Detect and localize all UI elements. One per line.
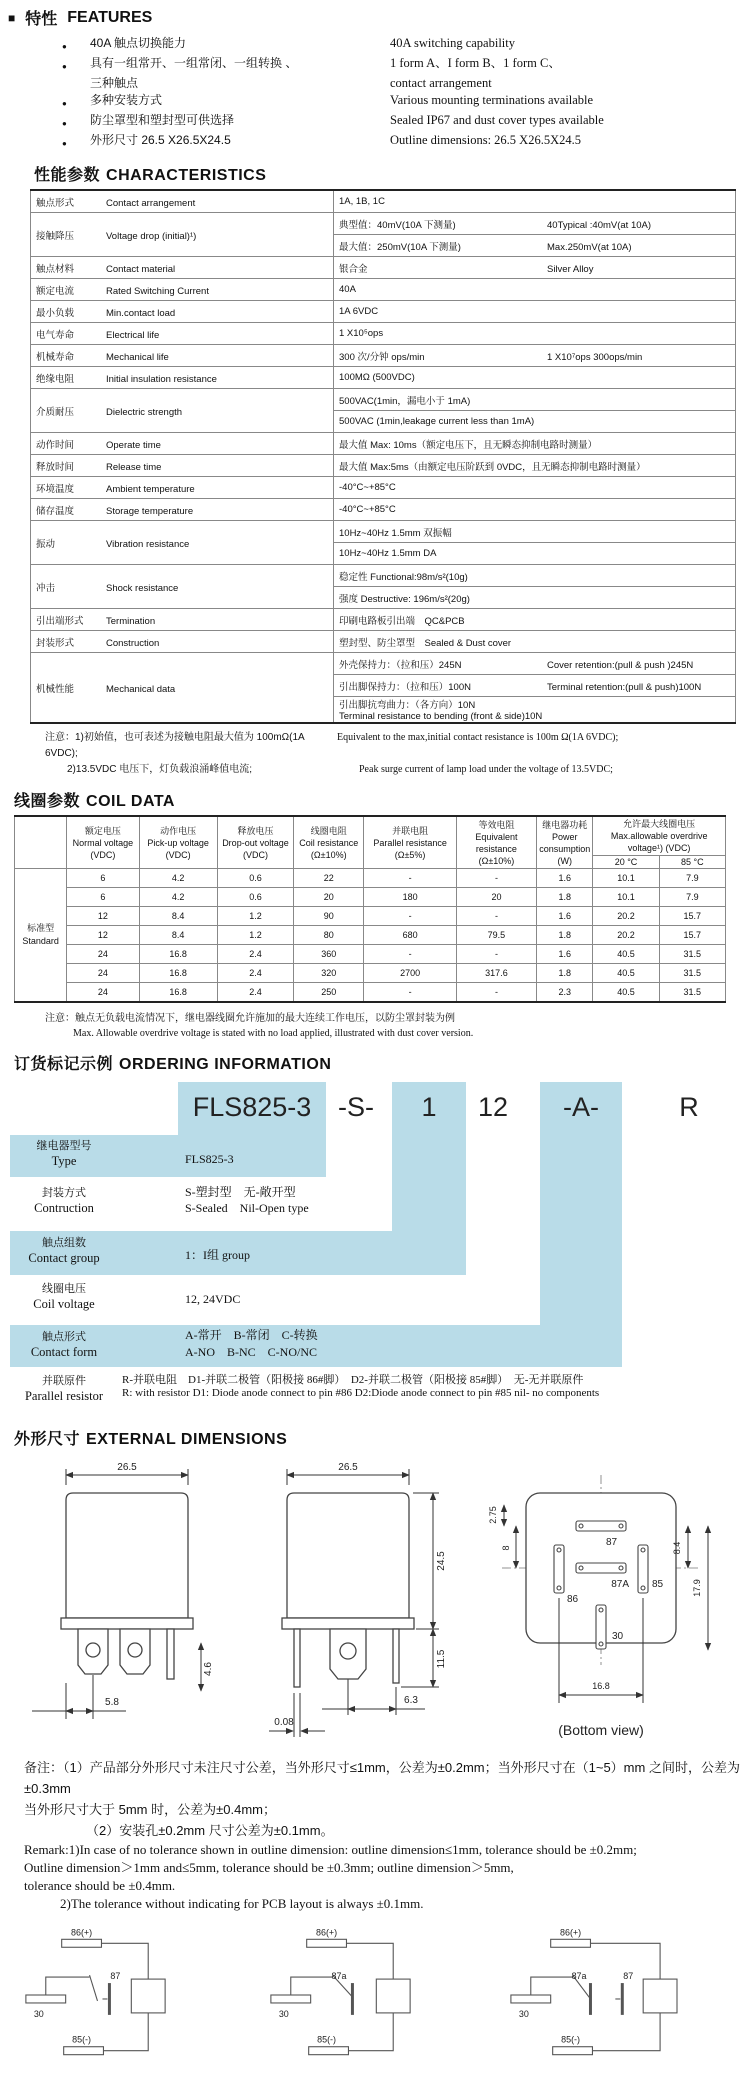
- coil-cell: 79.5: [456, 926, 536, 945]
- coil-cell: 40.5: [593, 964, 659, 983]
- coil-cell: 2.3: [537, 983, 593, 1003]
- ordering-value-construction-cn: S-塑封型 无-敞开型: [185, 1185, 296, 1199]
- coil-col-header: 等效电阻 Equivalent resistance (Ω±10%): [456, 816, 536, 869]
- char-row: [31, 565, 736, 587]
- ordering-label-coil-voltage: 线圈电压 Coil voltage: [33, 1283, 95, 1311]
- ordering-label-contact-group: 触点组数 Contact group: [28, 1237, 100, 1265]
- char-value: 塑封型、防尘罩型 Sealed & Dust cover: [334, 631, 736, 653]
- char-value: 1A, 1B, 1C: [334, 190, 736, 213]
- char-value: 银合金 Silver Alloy: [334, 257, 736, 279]
- remark-cn-2: 当外形尺寸大于 5mm 时，公差为±0.4mm；: [24, 1802, 276, 1817]
- remark-en-4: 2)The tolerance without indicating for PCB layout is always ±0.1mm.: [60, 1896, 424, 1911]
- characteristics-header: [34, 162, 740, 185]
- char-value: 引出脚抗弯曲力：（各方向）10NTerminal resistance to bending (front & side)10N: [334, 697, 736, 724]
- note-cn: 2)13.5VDC 电压下，灯负载浪涌峰值电流;: [67, 764, 253, 775]
- note-en: Equivalent to the max,initial contact resistance is 100m Ω(1A 6VDC);: [337, 732, 619, 743]
- char-value: 印刷电路板引出端 QC&PCB: [334, 609, 736, 631]
- coil-cell: 24: [67, 964, 139, 983]
- char-row: [31, 367, 736, 389]
- coil-data-row: [15, 983, 726, 1003]
- dim-side-pin-length: 11.5: [436, 1649, 447, 1669]
- char-value: -40°C~+85°C: [334, 499, 736, 521]
- feature-item: [0, 75, 740, 92]
- feature-item: [0, 92, 740, 112]
- code-contact-form: -A-: [563, 1092, 599, 1122]
- char-row: [31, 521, 736, 543]
- dim-bv-16-8: 16.8: [592, 1681, 610, 1691]
- ordering-label-parallel: 并联原件 Parallel resistor: [24, 1375, 104, 1403]
- coil-cell: -: [456, 983, 536, 1003]
- coil-col-header: 释放电压 Drop-out voltage (VDC): [217, 816, 293, 869]
- coil-subheader-20c: 20 °C: [593, 856, 659, 869]
- coil-col-header: 额定电压 Normal voltage (VDC): [67, 816, 139, 869]
- feature-en: Sealed IP67 and dust cover types available: [390, 113, 604, 127]
- feature-cn: 多种安装方式: [90, 93, 163, 107]
- ordering-title-cn: 订货标记示例: [14, 1056, 114, 1073]
- feature-en: 40A switching capability: [390, 36, 515, 50]
- coil-data-row: [15, 888, 726, 907]
- coil-col-header: 线圈电阻 Coil resistance (Ω±10%): [294, 816, 364, 869]
- char-value: 稳定性 Functional:98m/s²(10g): [334, 565, 736, 587]
- feature-item: [0, 132, 740, 152]
- coil-cell: 8.4: [139, 926, 217, 945]
- coil-cell: 1.6: [537, 945, 593, 964]
- ordering-value-construction-en: S-Sealed Nil-Open type: [185, 1201, 309, 1215]
- wiring-label-86: 86(+): [560, 1927, 582, 1938]
- coil-cell: -: [456, 945, 536, 964]
- bullet-icon: ●: [62, 62, 67, 71]
- coil-group-label: 标准型 Standard: [15, 869, 67, 1003]
- note-en: Peak surge current of lamp load under the voltage of 13.5VDC;: [359, 764, 613, 775]
- dim-side-thickness: 0.08: [274, 1717, 294, 1728]
- coil-cell: 40.5: [593, 983, 659, 1003]
- code-parallel: R: [679, 1092, 699, 1122]
- coil-subheader-85c: 85 °C: [659, 856, 725, 869]
- coil-data-row: [15, 964, 726, 983]
- coil-cell: 15.7: [659, 907, 725, 926]
- dimensions-title-en: EXTERNAL DIMENSIONS: [86, 1431, 288, 1448]
- coil-title-cn: 线圈参数: [14, 793, 81, 810]
- coil-cell: 10.1: [593, 888, 659, 907]
- char-value: 500VAC(1min，漏电小于 1mA): [334, 389, 736, 411]
- dimension-drawings: [18, 1453, 740, 1753]
- coil-cell: 12: [67, 907, 139, 926]
- coil-note-en: Max. Allowable overdrive voltage is stated with no load applied, illustrated with dust cover version.: [73, 1028, 474, 1039]
- char-row: [31, 433, 736, 455]
- characteristics-title-cn: 性能参数: [34, 167, 101, 184]
- coil-cell: 6: [67, 888, 139, 907]
- coil-cell: 7.9: [659, 869, 725, 888]
- coil-cell: 24: [67, 983, 139, 1003]
- remark-cn-3: （2）安装孔±0.2mm 尺寸公差为±0.1mm。: [86, 1823, 334, 1838]
- characteristics-title-en: CHARACTERISTICS: [106, 167, 267, 184]
- coil-cell: 31.5: [659, 964, 725, 983]
- char-value: 300 次/分钟 ops/min 1 X10⁷ops 300ops/min: [334, 345, 736, 367]
- coil-cell: -: [364, 869, 456, 888]
- ordering-label-type: 继电器型号 Type: [36, 1140, 92, 1168]
- char-value: 最大值 Max:5ms（由额定电压阶跃到 0VDC，且无瞬态抑制电路时测量）: [334, 455, 736, 477]
- wiring-label-87: 87: [110, 1971, 121, 1982]
- dim-side-pitch: 6.3: [404, 1695, 418, 1706]
- code-type: FLS825-3: [192, 1092, 312, 1122]
- ordering-header: [14, 1051, 740, 1074]
- pin-label-87a: 87A: [611, 1579, 629, 1590]
- coil-cell: 1.6: [537, 907, 593, 926]
- wiring-label-86: 86(+): [315, 1927, 337, 1938]
- coil-header-row: [15, 816, 726, 856]
- feature-item: [0, 35, 740, 55]
- wiring-label-30: 30: [519, 2008, 530, 2019]
- char-value: 10Hz~40Hz 1.5mm DA: [334, 543, 736, 565]
- char-value: 100MΩ (500VDC): [334, 367, 736, 389]
- feature-cn: 三种触点: [90, 76, 139, 90]
- coil-cell: 2.4: [217, 983, 293, 1003]
- char-label: 触点材料 Contact material: [31, 257, 334, 279]
- ordering-value-contact-form-cn: A-常开 B-常闭 C-转换: [185, 1328, 318, 1342]
- coil-cell: 31.5: [659, 945, 725, 964]
- bullet-icon: ●: [62, 99, 67, 108]
- wiring-label-87a: 87a: [331, 1971, 347, 1982]
- char-label: 绝缘电阻 Initial insulation resistance: [31, 367, 334, 389]
- circuit: [26, 1939, 165, 2054]
- wiring-label-86: 86(+): [71, 1927, 93, 1938]
- dim-bv-8: 8: [501, 1545, 511, 1551]
- coil-title-en: COIL DATA: [86, 793, 175, 810]
- coil-cell: 1.8: [537, 926, 593, 945]
- coil-cell: 2.4: [217, 964, 293, 983]
- remark-en-3: tolerance should be ±0.4mm.: [24, 1878, 176, 1893]
- coil-cell: 317.6: [456, 964, 536, 983]
- dimensions-header: [14, 1426, 740, 1449]
- coil-table: [14, 815, 726, 1003]
- code-construction: -S-: [338, 1092, 374, 1122]
- wiring-label-87a: 87a: [571, 1971, 587, 1982]
- bottom-view-caption: (Bottom view): [558, 1722, 644, 1738]
- char-row: [31, 477, 736, 499]
- dimension-drawing-bottom-view: [466, 1453, 728, 1753]
- pin-label-85: 85: [652, 1579, 664, 1590]
- char-row: [31, 257, 736, 279]
- coil-cell: 31.5: [659, 983, 725, 1003]
- coil-corner-cell: [15, 816, 67, 869]
- wiring-diagram-form-c: [493, 1921, 740, 2071]
- coil-cell: 16.8: [139, 983, 217, 1003]
- char-value: 10Hz~40Hz 1.5mm 双振幅: [334, 521, 736, 543]
- char-value: -40°C~+85°C: [334, 477, 736, 499]
- char-label: 介质耐压 Dielectric strength: [31, 389, 334, 433]
- coil-note: [45, 1011, 740, 1041]
- ordering-value-parallel-en: R: with resistor D1: Diode anode connect to pin #86 D2:Diode anode connect to pin #85 nil- no components: [122, 1387, 600, 1399]
- char-label: 冲击 Shock resistance: [31, 565, 334, 609]
- char-label: 最小负载 Min.contact load: [31, 301, 334, 323]
- coil-cell: -: [364, 945, 456, 964]
- coil-cell: 12: [67, 926, 139, 945]
- coil-data-row: [15, 945, 726, 964]
- char-label: 额定电流 Rated Switching Current: [31, 279, 334, 301]
- coil-cell: 4.2: [139, 869, 217, 888]
- bullet-icon: ●: [62, 42, 67, 51]
- coil-cell: -: [364, 907, 456, 926]
- char-value: 1 X10⁵ops: [334, 323, 736, 345]
- coil-cell: -: [364, 983, 456, 1003]
- wiring-label-30: 30: [278, 2008, 289, 2019]
- wiring-label-30: 30: [33, 2008, 44, 2019]
- coil-cell: 20: [294, 888, 364, 907]
- char-value: 最大值 Max: 10ms（额定电压下，且无瞬态抑制电路时测量）: [334, 433, 736, 455]
- char-row: [31, 631, 736, 653]
- feature-en: contact arrangement: [390, 76, 492, 90]
- ordering-value-contact-group: 1：I组 group: [185, 1248, 250, 1262]
- char-row: [31, 345, 736, 367]
- remarks: [24, 1757, 740, 1913]
- coil-cell: 1.2: [217, 907, 293, 926]
- circuit: [271, 1939, 410, 2054]
- wiring-diagram-form-a: [4, 1921, 249, 2071]
- coil-cell: 15.7: [659, 926, 725, 945]
- coil-cell: 0.6: [217, 869, 293, 888]
- feature-en: Various mounting terminations available: [390, 93, 594, 107]
- remark-en-1: Remark:1)In case of no tolerance shown in outline dimension: outline dimension≤1mm, tolerance should be ±0.2mm;: [24, 1842, 637, 1857]
- coil-cell: 4.2: [139, 888, 217, 907]
- char-row: [31, 653, 736, 675]
- char-value: 外壳保持力：（拉和压）245N Cover retention:(pull & push )245N: [334, 653, 736, 675]
- dim-bv-2-75: 2.75: [488, 1506, 498, 1524]
- characteristics-notes: [45, 730, 740, 778]
- wiring-label-87: 87: [623, 1971, 634, 1982]
- dim-front-pin: 4.6: [203, 1662, 214, 1676]
- char-value: 强度 Destructive: 196m/s²(20g): [334, 587, 736, 609]
- dimension-drawing-front: [18, 1453, 243, 1753]
- feature-item: [0, 112, 740, 132]
- ordering-label-construction: 封装方式 Contruction: [34, 1187, 94, 1215]
- coil-table-body: [15, 869, 726, 1003]
- coil-col-header: 动作电压 Pick-up voltage (VDC): [139, 816, 217, 869]
- bullet-icon: ●: [62, 139, 67, 148]
- remark-cn-1: 备注：（1）产品部分外形尺寸未注尺寸公差，当外形尺寸≤1mm，公差为±0.2mm；当外形尺寸在（1~5）mm 之间时，公差为±0.3mm: [24, 1760, 740, 1796]
- char-value: 最大值：250mV(10A 下测量) Max.250mV(at 10A): [334, 235, 736, 257]
- char-label: 释放时间 Release time: [31, 455, 334, 477]
- char-label: 封装形式 Construction: [31, 631, 334, 653]
- coil-col-header-overdrive: 允许最大线圈电压 Max.allowable overdrive voltage¹) (VDC): [593, 816, 726, 856]
- wiring-label-85: 85(-): [316, 2034, 336, 2045]
- coil-data-row: [15, 907, 726, 926]
- char-row: [31, 190, 736, 213]
- square-bullet-icon: ■: [8, 10, 16, 25]
- char-row: [31, 279, 736, 301]
- char-row: [31, 389, 736, 411]
- code-coil-voltage: 12: [477, 1092, 509, 1122]
- dim-front-width: 26.5: [117, 1462, 137, 1473]
- char-label: 触点形式 Contact arrangement: [31, 190, 334, 213]
- dim-bv-8-4: 8.4: [672, 1541, 682, 1555]
- feature-cn: 40A 触点切换能力: [90, 36, 187, 50]
- char-row: [31, 499, 736, 521]
- char-label: 接触降压 Voltage drop (initial)¹): [31, 213, 334, 257]
- char-value: 1A 6VDC: [334, 301, 736, 323]
- ordering-label-contact-form: 触点形式 Contact form: [30, 1331, 98, 1359]
- char-row: [31, 323, 736, 345]
- pin-label-87: 87: [606, 1537, 618, 1548]
- relay-body-front: [61, 1493, 193, 1679]
- coil-cell: 2700: [364, 964, 456, 983]
- coil-cell: 320: [294, 964, 364, 983]
- dim-side-height: 24.5: [436, 1551, 447, 1571]
- coil-cell: 40.5: [593, 945, 659, 964]
- wiring-label-85: 85(-): [72, 2034, 92, 2045]
- coil-cell: -: [456, 869, 536, 888]
- coil-cell: 7.9: [659, 888, 725, 907]
- features-title-en: FEATURES: [67, 8, 153, 26]
- char-label: 机械寿命 Mechanical life: [31, 345, 334, 367]
- coil-cell: 24: [67, 945, 139, 964]
- char-label: 动作时间 Operate time: [31, 433, 334, 455]
- char-row: [31, 301, 736, 323]
- ordering-value-contact-form-en: A-NO B-NC C-NO/NC: [185, 1345, 318, 1359]
- features-list: [0, 35, 740, 152]
- features-title-cn: 特性: [25, 11, 58, 28]
- coil-cell: 2.4: [217, 945, 293, 964]
- coil-note-cn: 注意：触点无负载电流情况下，继电器线圈允许施加的最大连续工作电压，以防尘罩封装为例: [45, 1013, 455, 1024]
- char-value: 40A: [334, 279, 736, 301]
- coil-cell: 1.8: [537, 888, 593, 907]
- dim-side-width: 26.5: [338, 1462, 358, 1473]
- characteristics-table: [30, 189, 736, 724]
- ordering-diagram: [0, 1080, 740, 1416]
- ordering-value-type: FLS825-3: [185, 1152, 234, 1166]
- coil-header: [14, 788, 740, 811]
- coil-cell: 1.2: [217, 926, 293, 945]
- ordering-value-coil-voltage: 12, 24VDC: [185, 1292, 241, 1306]
- feature-en: Outline dimensions: 26.5 X26.5X24.5: [390, 133, 581, 147]
- feature-cn: 防尘罩型和塑封型可供选择: [90, 113, 235, 127]
- char-value: 典型值：40mV(10A 下测量) 40Typical :40mV(at 10A): [334, 213, 736, 235]
- ordering-value-parallel-cn: R-并联电阻 D1-并联二极管（阳极接 86#脚） D2-并联二极管（阳极接 85#脚） 无-无并联原件: [122, 1374, 584, 1386]
- coil-cell: 16.8: [139, 964, 217, 983]
- char-value: 500VAC (1min,leakage current less than 1mA): [334, 411, 736, 433]
- coil-cell: 360: [294, 945, 364, 964]
- coil-data-row: [15, 869, 726, 888]
- wiring-diagram-form-b: [249, 1921, 494, 2071]
- pin-label-30: 30: [612, 1631, 624, 1642]
- ordering-title-en: ORDERING INFORMATION: [119, 1056, 332, 1073]
- coil-col-header: 继电器功耗 Power consumption (W): [537, 816, 593, 869]
- bullet-icon: [62, 75, 90, 92]
- coil-cell: 250: [294, 983, 364, 1003]
- char-row: [31, 213, 736, 235]
- coil-cell: 22: [294, 869, 364, 888]
- feature-en: 1 form A、I form B、1 form C、: [390, 56, 561, 70]
- char-label: 环境温度 Ambient temperature: [31, 477, 334, 499]
- relay-body-side: [282, 1493, 414, 1687]
- coil-cell: 1.8: [537, 964, 593, 983]
- coil-cell: 0.6: [217, 888, 293, 907]
- wiring-diagrams: [4, 1921, 740, 2071]
- coil-cell: 90: [294, 907, 364, 926]
- note-cn: 注意：1)初始值，也可表述为接触电阻最大值为 100mΩ(1A 6VDC);: [45, 732, 305, 759]
- dimension-drawing-side: [247, 1453, 462, 1753]
- coil-col-header: 并联电阻 Parallel resistance (Ω±5%): [364, 816, 456, 869]
- char-label: 机械性能 Mechanical data: [31, 653, 334, 724]
- char-row: [31, 455, 736, 477]
- char-value: 引出脚保持力：（拉和压）100N Terminal retention:(pull & push)100N: [334, 675, 736, 697]
- feature-cn: 外形尺寸 26.5 X26.5X24.5: [90, 133, 231, 147]
- coil-cell: 1.6: [537, 869, 593, 888]
- remark-en-2: Outline dimension＞1mm and≤5mm, tolerance should be ±0.3mm; outline dimension＞5mm,: [24, 1860, 514, 1875]
- coil-cell: 10.1: [593, 869, 659, 888]
- dim-bv-17-9: 17.9: [692, 1579, 702, 1597]
- dim-front-pitch: 5.8: [105, 1697, 119, 1708]
- dimensions-title-cn: 外形尺寸: [14, 1431, 81, 1448]
- coil-data-row: [15, 926, 726, 945]
- char-label: 引出端形式 Termination: [31, 609, 334, 631]
- char-row: [31, 609, 736, 631]
- coil-cell: 80: [294, 926, 364, 945]
- wiring-label-85: 85(-): [561, 2034, 581, 2045]
- code-contact-group: 1: [421, 1092, 437, 1122]
- coil-cell: 6: [67, 869, 139, 888]
- features-header: [8, 6, 740, 29]
- coil-cell: -: [456, 907, 536, 926]
- char-label: 电气寿命 Electrical life: [31, 323, 334, 345]
- coil-cell: 680: [364, 926, 456, 945]
- coil-cell: 16.8: [139, 945, 217, 964]
- coil-cell: 20.2: [593, 926, 659, 945]
- coil-cell: 20: [456, 888, 536, 907]
- coil-cell: 20.2: [593, 907, 659, 926]
- circuit: [511, 1939, 677, 2054]
- coil-cell: 8.4: [139, 907, 217, 926]
- char-label: 振动 Vibration resistance: [31, 521, 334, 565]
- feature-item: [0, 55, 740, 75]
- char-label: 储存温度 Storage temperature: [31, 499, 334, 521]
- feature-cn: 具有一组常开、一组常闭、一组转换 、: [90, 56, 298, 70]
- bullet-icon: ●: [62, 119, 67, 128]
- coil-cell: 180: [364, 888, 456, 907]
- pin-label-86: 86: [567, 1594, 579, 1605]
